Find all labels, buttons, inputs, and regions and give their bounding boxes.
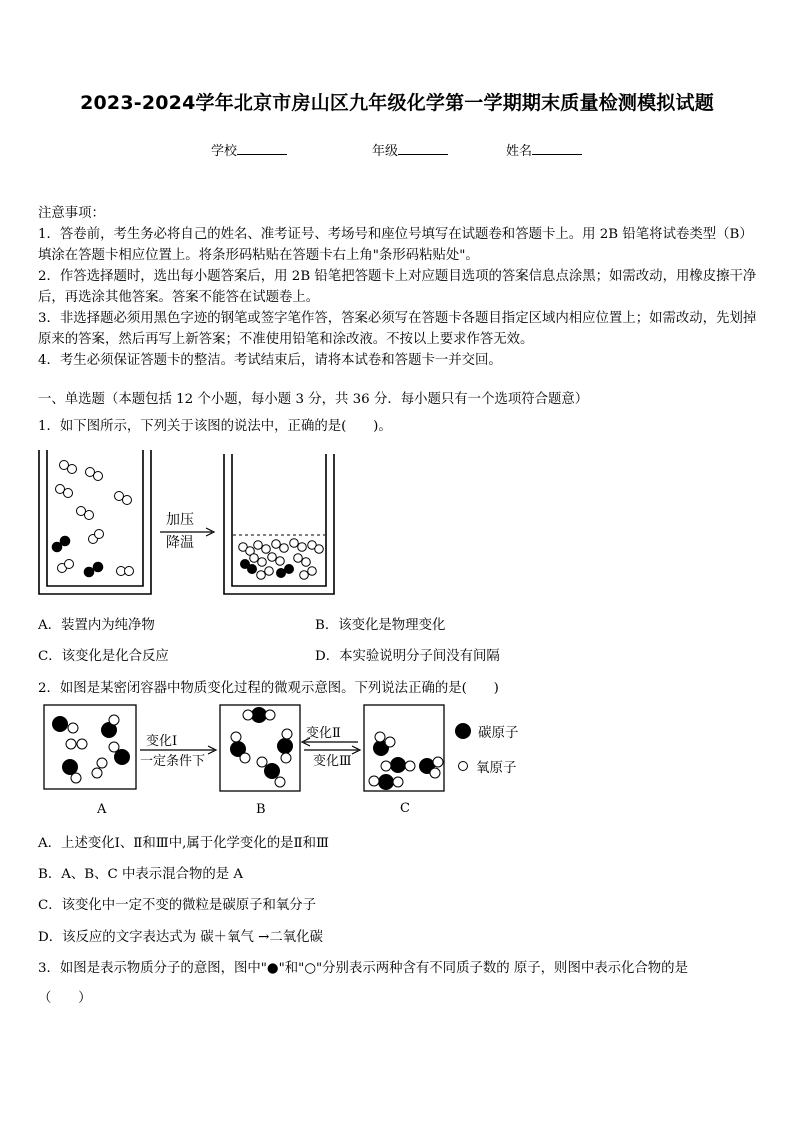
q2-option-a: A．上述变化Ⅰ、Ⅱ和Ⅲ中,属于化学变化的是Ⅱ和Ⅲ [38,836,329,851]
q2-legend-carbon-icon [455,723,471,739]
q1-option-b: B．该变化是物理变化 [315,618,446,633]
q2-box-b-atoms [230,707,293,787]
q3-stem-cont: （ ） [38,991,92,1006]
q2-legend-carbon: 碳原子 [478,725,519,741]
grade-field [372,140,448,159]
q1-stem: 1．如下图所示，下列关于该图的说法中，正确的是( )。 [38,419,392,434]
q2-arrow2-top-label: 变化Ⅱ [306,726,341,741]
notice-item-1: 1．答卷前，考生务必将自己的姓名、准考证号、考场号和座位号填写在试题卷和答题卡上。用 2B 铅笔将试卷类型（B）填涂在答题卡相应位置上。将条形码粘贴在答题卡右上角"条形码粘贴处"。 [38,227,753,263]
notice-item-3: 3．非选择题必须用黑色字迹的钢笔或签字笔作答，答案必须写在答题卡各题目指定区域内相应位置上；如需改动，先划掉原来的答案，然后再写上新答案；不准使用铅笔和涂改液。不按以上要求作答无效。 [38,311,757,347]
q2-figure [40,700,540,822]
q2-legend-oxygen-icon [459,762,468,771]
q2-option-c: C．该变化中一定不变的微粒是碳原子和氧分子 [38,898,317,913]
q2-arrow1-bottom-label: 一定条件下 [140,754,206,769]
q2-option-d: D．该反应的文字表达式为 碳＋氧气 →二氧化碳 [38,930,323,945]
notice-item-2: 2．作答选择题时，选出每小题答案后，用 2B 铅笔把答题卡上对应题目选项的答案信息点涂黑；如需改动，用橡皮擦干净后，再选涂其他答案。答案不能答在试题卷上。 [38,269,757,305]
q2-arrow1-top-label: 变化Ⅰ [146,734,178,749]
notice-item-4: 4．考生必须保证答题卡的整洁。考试结束后，请将本试卷和答题卡一并交回。 [38,353,502,368]
grade-blank [398,141,448,155]
notice-section [38,203,760,371]
q2-option-b: B．A、B、C 中表示混合物的是 A [38,867,244,882]
school-field [211,140,287,159]
q1-option-c: C．该变化是化合反应 [38,649,169,664]
q2-stem: 2．如图是某密闭容器中物质变化过程的微观示意图。下列说法正确的是( ) [38,681,499,696]
q2-label-b: B [256,802,266,817]
q1-arrow-bottom-label: 降温 [166,535,194,551]
grade-label: 年级 [372,144,399,159]
q3-stem: 3．如图是表示物质分子的意图，图中"●"和"○"分别表示两种含有不同质子数的 原子，则图中表示化合物的是 [38,961,688,976]
q2-arrow2-bottom-label: 变化Ⅲ [313,754,352,769]
school-blank [237,141,287,155]
q1-arrow-top-label: 加压 [166,512,194,528]
q1-molecules-left [56,461,134,576]
q2-label-c: C [400,801,410,816]
name-field [506,140,582,159]
name-blank [532,141,582,155]
q1-option-a: A．装置内为纯净物 [38,618,155,633]
q1-option-d: D．本实验说明分子间没有间隔 [315,649,500,664]
q2-label-a: A [97,802,107,817]
page-title: 2023-2024学年北京市房山区九年级化学第一学期期末质量检测模拟试题 [80,92,714,114]
q2-box-a-atoms [52,715,130,783]
q1-figure [36,448,346,600]
school-label: 学校 [211,144,238,159]
q1-beaker-left [39,450,151,594]
section-heading: 一、单选题（本题包括 12 个小题，每小题 3 分，共 36 分．每小题只有一个选项符合题意） [38,392,589,407]
name-label: 姓名 [506,144,533,159]
notice-heading: 注意事项： [38,206,105,221]
q2-legend-oxygen: 氧原子 [476,760,517,776]
q2-box-c-atoms [369,732,443,790]
